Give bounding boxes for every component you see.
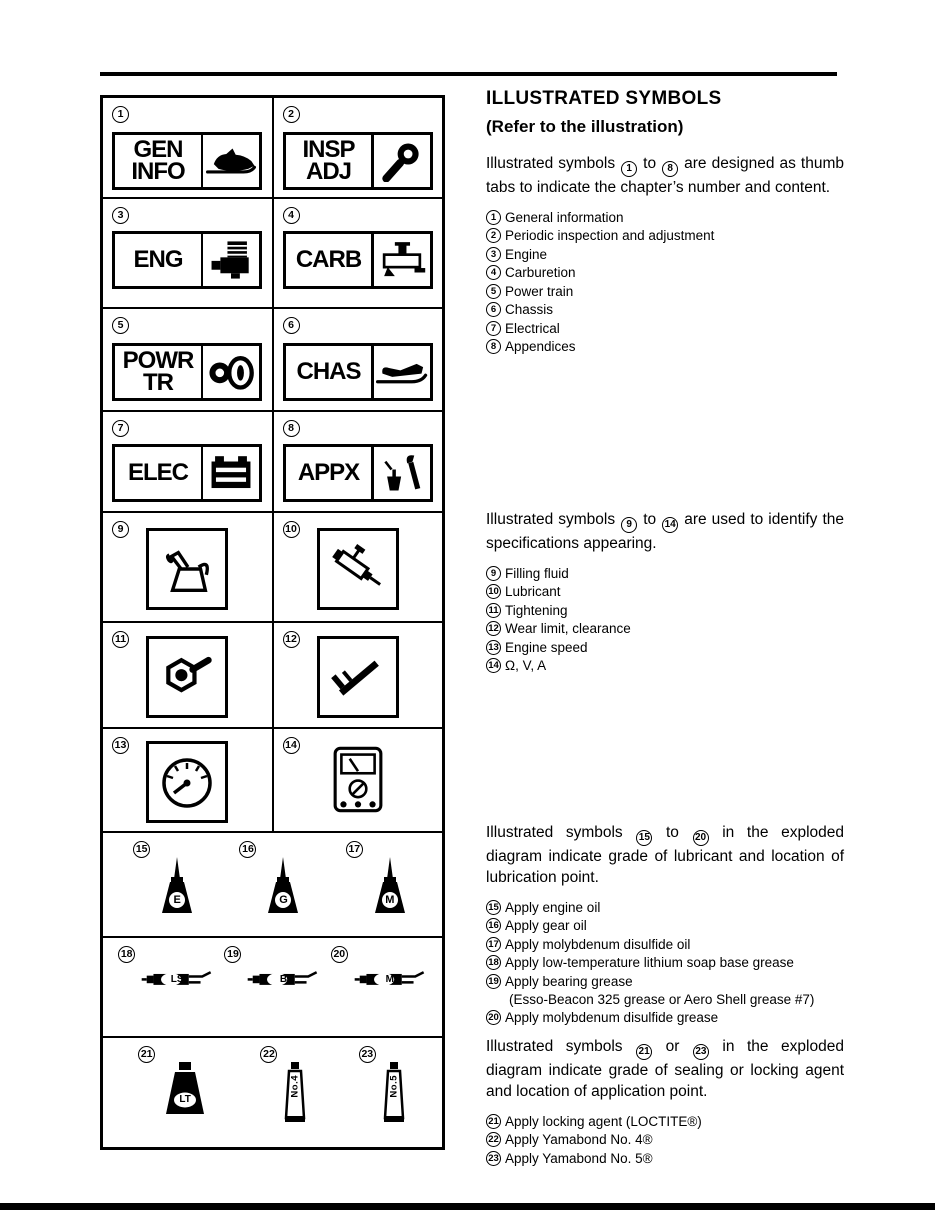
grid-cell-4 [274,199,443,307]
grid-cell-1 [103,98,274,197]
multimeter-icon [331,745,385,820]
circled-number: 2 [486,228,501,243]
tab-label-line2: ADJ [305,158,351,185]
grid-row-3 [103,309,442,412]
grease-gun-group-ls [118,946,214,999]
intro-text: in the exploded diagram indicate grade of sealing or locking agent and location of application point. [486,1038,844,1100]
legend-item [486,301,844,319]
legend-item [486,1113,844,1131]
tab-label [286,447,372,499]
legend-list [486,898,844,1027]
legend-item [486,583,844,601]
circled-number: 15 [133,841,150,858]
circled-number: 12 [283,631,300,648]
intro-text: Illustrated symbols [486,511,616,528]
grease-gun-icon [317,528,399,610]
grid-cell-11 [103,623,274,727]
intro-text: to [665,824,679,841]
circled-number: 10 [486,584,501,599]
legend-label: Electrical [505,320,560,336]
tab-label [115,346,201,398]
circled-number: 23 [359,1046,376,1063]
legend-label: Apply bearing grease [505,973,633,989]
circled-number: 7 [112,420,129,437]
circled-number: 11 [486,603,501,618]
tab-label [115,447,201,499]
legend-label: Engine [505,246,548,262]
section-intro [486,822,844,888]
legend-label: Carburetion [505,265,576,280]
intro-text: Illustrated symbols [486,1038,623,1055]
circled-number: 6 [283,317,300,334]
tachometer-icon [146,741,228,823]
circled-number: 13 [486,640,501,655]
circled-number: 9 [486,566,501,581]
grease-gun-group-b [224,946,320,999]
tab-label-line1: CARB [295,245,362,273]
circled-number: 17 [346,841,363,858]
sealant-grade-letter: LT [179,1094,191,1105]
text-column [486,0,844,1210]
sealant-grade-letter: No.4 [289,1075,301,1098]
circled-number: 22 [486,1132,501,1147]
circled-number: 21 [486,1114,501,1129]
chapter-tab-appx [283,444,433,502]
circled-number: 3 [112,207,129,224]
circled-number: 23 [693,1044,709,1060]
circled-number: 21 [138,1046,155,1063]
circled-number: 17 [486,937,501,952]
battery-icon [203,447,259,499]
grid-cell-6 [274,309,443,410]
legend-label: Power train [505,283,574,299]
circled-number: 18 [118,946,135,963]
oil-can-icon [155,853,199,922]
grid-cell-7 [103,412,274,511]
intro-text: are designed as thumb tabs to indicate the chapter’s number and content. [486,155,844,196]
legend-label: Apply gear oil [505,918,587,933]
intro-text: in the exploded diagram indicate grade of lubricant and location of lubrication point. [486,824,844,886]
sealant-grade-letter: No.5 [388,1075,400,1098]
oil-can-icon [261,853,305,922]
legend-item [486,1150,844,1168]
chapter-tab-powr-tr [112,343,262,401]
page-title-block [486,88,721,137]
legend-item [486,620,844,638]
legend-item [486,954,844,972]
legend-item [486,917,844,935]
legend-item [486,264,844,282]
grid-cell-12 [274,623,443,727]
tab-label-line1: GEN [133,135,183,163]
grid-cell-13 [103,729,274,831]
legend-item [486,639,844,657]
grease-gun-icon [140,964,214,999]
wrench-nut-icon [146,636,228,718]
circled-number: 14 [283,737,300,754]
circled-number: 5 [112,317,129,334]
legend-item [486,936,844,954]
sealant-tube-icon [282,1060,308,1129]
snowmobile-icon [203,135,259,187]
grease-grade-letter: B [279,974,288,985]
tab-label [115,135,201,187]
section-intro [486,1036,844,1102]
circled-number: 16 [486,918,501,933]
intro-text: to [643,511,657,528]
grid-row-greases [103,938,442,1038]
circled-number: 20 [693,830,709,846]
chapter-tab-eng [112,231,262,289]
legend-item [486,338,844,356]
legend-label: Engine speed [505,639,588,655]
tab-label-line1: ENG [133,245,183,273]
tab-label [286,135,372,187]
intro-text: or [665,1038,680,1055]
legend-item [486,283,844,301]
oil-can-group-g [239,841,305,922]
oil-grade-letter: E [173,894,181,906]
legend-item [486,227,844,245]
grid-row-lubricant-oils [103,833,442,938]
circled-number: 9 [621,517,637,533]
oil-grade-letter: M [385,894,395,906]
page-subtitle: (Refer to the illustration) [486,117,684,136]
circled-number: 19 [486,974,501,989]
grid-row-7 [103,729,442,833]
grid-row-6 [103,623,442,729]
circled-number: 23 [486,1151,501,1166]
caliper-icon [317,636,399,718]
tab-label-line1: ELEC [127,458,188,486]
circled-number: 9 [112,521,129,538]
section-intro [486,509,844,554]
chapter-tab-insp-adj [283,132,433,190]
tab-label-line1: INSP [302,135,355,163]
grid-cell-14 [274,729,443,831]
circled-number: 14 [662,517,678,533]
circled-number: 8 [283,420,300,437]
grid-cell-2 [274,98,443,197]
legend-label: Filling fluid [505,565,569,581]
grid-cell-10 [274,513,443,621]
legend-item [486,899,844,917]
circled-number: 1 [621,161,637,177]
tab-label-line1: POWR [122,346,194,374]
grid-row-2 [103,199,442,309]
oil-filler-icon [146,528,228,610]
oiler-wrench-icon [374,447,430,499]
legend-list [486,208,844,356]
circled-number: 1 [112,106,129,123]
circled-number: 18 [486,955,501,970]
page-title: ILLUSTRATED SYMBOLS [486,88,722,109]
legend-item [486,657,844,675]
grid-cell-5 [103,309,274,410]
legend-item [486,1131,844,1149]
carburetor-icon [374,234,430,286]
legend-label: Periodic inspection and adjustment [505,228,715,243]
grid-cell-8 [274,412,443,511]
section-sealants [486,1036,844,1168]
section-specifications [486,509,844,675]
circled-number: 11 [112,631,129,648]
circled-number: 2 [283,106,300,123]
circled-number: 7 [486,321,501,336]
legend-label: Ω, V, A [505,658,547,673]
page-bottom-edge [0,1203,935,1210]
tab-label-line2: INFO [131,158,185,185]
chapter-tab-elec [112,444,262,502]
legend-label: General information [505,209,624,225]
circled-number: 4 [486,265,501,280]
legend-label: Apply engine oil [505,899,601,915]
grease-gun-icon [353,964,427,999]
grease-grade-letter: M [385,974,394,985]
grid-row-5 [103,513,442,623]
circled-number: 5 [486,284,501,299]
circled-number: 6 [486,302,501,317]
sealant-group-no4 [260,1046,308,1129]
tab-label [286,234,372,286]
sealant-group-lt [138,1046,210,1123]
circled-number: 20 [486,1010,501,1025]
circled-number: 10 [283,521,300,538]
oil-can-group-m [346,841,412,922]
intro-text: are used to identify the specifications appearing. [486,511,844,552]
circled-number: 12 [486,621,501,636]
circled-number: 8 [486,339,501,354]
legend-label: Apply low-temperature lithium soap base grease [505,955,794,970]
chapter-tab-gen-info [112,132,262,190]
circled-number: 22 [260,1046,277,1063]
tab-label-line2: TR [143,369,173,396]
legend-label: Apply molybdenum disulfide grease [505,1009,719,1025]
circled-number: 15 [636,830,652,846]
tab-label [115,234,201,286]
legend-label: Appendices [505,339,576,354]
circled-number: 4 [283,207,300,224]
legend-item [486,1009,844,1027]
section-intro [486,153,844,198]
oil-can-icon [368,853,412,922]
legend-list [486,564,844,675]
legend-item [486,565,844,583]
section-chapter-tabs [486,153,844,356]
legend-label: Apply molybdenum disulfide oil [505,936,691,952]
circled-number: 19 [224,946,241,963]
circled-number: 8 [662,161,678,177]
tab-label [286,346,372,398]
grease-gun-group-m [331,946,427,999]
legend-item [486,320,844,338]
engine-icon [203,234,259,286]
oil-grade-letter: G [279,894,288,906]
section-lubricants [486,822,844,1027]
circled-number: 20 [331,946,348,963]
chapter-tab-carb [283,231,433,289]
legend-label: Lubricant [505,584,561,599]
sealant-tube-icon [381,1060,407,1129]
wrench-bolt-icon [374,135,430,187]
legend-label: Apply Yamabond No. 4® [505,1132,653,1147]
legend-label: Apply Yamabond No. 5® [505,1150,653,1166]
grid-row-4 [103,412,442,513]
intro-text: Illustrated symbols [486,155,616,172]
tab-label-line1: APPX [297,458,360,486]
circled-number: 15 [486,900,501,915]
legend-label: Apply locking agent (LOCTITE®) [505,1113,702,1129]
symbol-grid [100,95,445,1150]
sealant-bottle-icon [160,1060,210,1123]
legend-item-note: (Esso-Beacon 325 grease or Aero Shell grease #7) [509,991,815,1007]
intro-text: to [643,155,657,172]
legend-item [486,209,844,227]
circled-number: 3 [486,247,501,262]
legend-label: Wear limit, clearance [505,621,631,636]
legend-list [486,1112,844,1168]
legend-item [486,973,844,991]
grease-grade-letter: LS [170,974,184,985]
grid-row-1 [103,98,442,199]
circled-number: 1 [486,210,501,225]
grid-cell-3 [103,199,274,307]
legend-label: Tightening [505,602,568,618]
grease-gun-icon [246,964,320,999]
intro-text: Illustrated symbols [486,824,623,841]
circled-number: 13 [112,737,129,754]
circled-number: 14 [486,658,501,673]
grid-row-sealants [103,1038,442,1147]
legend-item [486,246,844,264]
legend-item [486,602,844,620]
oil-can-group-e [133,841,199,922]
chapter-tab-chas [283,343,433,401]
tab-label-line1: CHAS [296,357,361,385]
circled-number: 16 [239,841,256,858]
chassis-icon [374,346,430,398]
legend-label: Chassis [505,302,554,317]
powertrain-icon [203,346,259,398]
sealant-group-no5 [359,1046,407,1129]
grid-cell-9 [103,513,274,621]
circled-number: 21 [636,1044,652,1060]
